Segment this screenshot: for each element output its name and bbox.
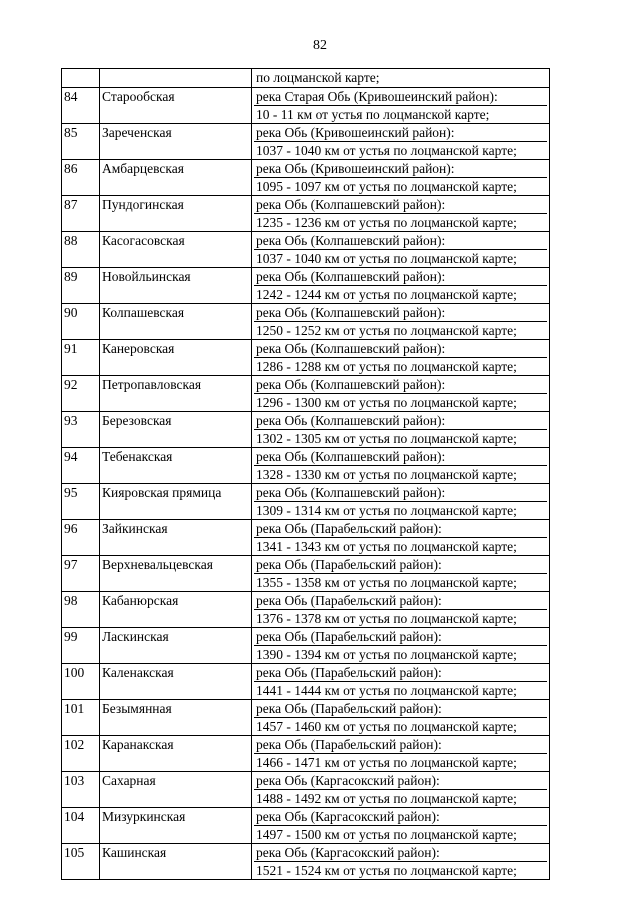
table-row: [62, 448, 550, 484]
site-name: Березовская: [100, 412, 252, 448]
site-name: Кабанюрская: [100, 592, 252, 628]
table-row: [62, 592, 550, 628]
row-number: 99: [62, 628, 100, 664]
site-name: Новойльинская: [100, 268, 252, 304]
river-district: река Обь (Колпашевский район):: [256, 197, 446, 212]
km-range: 1457 - 1460 км от устья по лоцманской карте;: [254, 717, 547, 735]
river-district: река Обь (Каргасокский район):: [256, 809, 440, 824]
river-district: река Обь (Парабельский район):: [256, 629, 442, 644]
sites-table: [61, 68, 550, 880]
km-range: 1497 - 1500 км от устья по лоцманской карте;: [254, 825, 547, 843]
site-location: [252, 808, 550, 844]
table-row: [62, 304, 550, 340]
continuation-row: [62, 69, 550, 88]
river-district: река Обь (Колпашевский район):: [256, 449, 446, 464]
site-name: Каленакская: [100, 664, 252, 700]
river-district: река Обь (Парабельский район):: [256, 665, 442, 680]
site-location: [252, 592, 550, 628]
site-location: [252, 556, 550, 592]
table-row: [62, 844, 550, 880]
km-range: 1242 - 1244 км от устья по лоцманской карте;: [254, 285, 547, 303]
river-district: река Обь (Каргасокский район):: [256, 845, 440, 860]
site-name: Безымянная: [100, 700, 252, 736]
row-number: 98: [62, 592, 100, 628]
site-name: Касогасовская: [100, 232, 252, 268]
site-name: Канеровская: [100, 340, 252, 376]
km-range: 1309 - 1314 км от устья по лоцманской карте;: [254, 501, 547, 519]
table-row: [62, 268, 550, 304]
table-row: [62, 664, 550, 700]
row-number: 101: [62, 700, 100, 736]
river-district: река Обь (Колпашевский район):: [256, 233, 446, 248]
km-range: 1095 - 1097 км от устья по лоцманской карте;: [254, 177, 547, 195]
continuation-name-cell: [100, 69, 252, 88]
site-name: Кияровская прямица: [100, 484, 252, 520]
km-range: 1355 - 1358 км от устья по лоцманской карте;: [254, 573, 547, 591]
row-number: 103: [62, 772, 100, 808]
site-name: Сахарная: [100, 772, 252, 808]
site-location: [252, 628, 550, 664]
table-row: [62, 520, 550, 556]
river-district: река Обь (Парабельский район):: [256, 593, 442, 608]
river-district: река Обь (Кривошеинский район):: [256, 125, 455, 140]
site-location: [252, 448, 550, 484]
km-range: 1037 - 1040 км от устья по лоцманской карте;: [254, 141, 547, 159]
site-name: Колпашевская: [100, 304, 252, 340]
row-number: 85: [62, 124, 100, 160]
km-range: 1302 - 1305 км от устья по лоцманской карте;: [254, 429, 547, 447]
river-district: река Обь (Парабельский район):: [256, 557, 442, 572]
table-row: [62, 124, 550, 160]
river-district: река Обь (Колпашевский район):: [256, 377, 446, 392]
row-number: 100: [62, 664, 100, 700]
km-range: 1037 - 1040 км от устья по лоцманской карте;: [254, 249, 547, 267]
km-range: 1466 - 1471 км от устья по лоцманской карте;: [254, 753, 547, 771]
km-range: 1328 - 1330 км от устья по лоцманской карте;: [254, 465, 547, 483]
row-number: 102: [62, 736, 100, 772]
site-name: Каранакская: [100, 736, 252, 772]
row-number: 94: [62, 448, 100, 484]
river-district: река Обь (Колпашевский район):: [256, 269, 446, 284]
page-number: 82: [313, 38, 327, 53]
km-range: 10 - 11 км от устья по лоцманской карте;: [254, 105, 547, 123]
km-range: 1341 - 1343 км от устья по лоцманской карте;: [254, 537, 547, 555]
row-number: 86: [62, 160, 100, 196]
table-row: [62, 88, 550, 124]
site-name: Амбарцевская: [100, 160, 252, 196]
km-range: 1521 - 1524 км от устья по лоцманской карте;: [254, 861, 547, 879]
km-range: 1250 - 1252 км от устья по лоцманской карте;: [254, 321, 547, 339]
row-number: 92: [62, 376, 100, 412]
site-location: [252, 304, 550, 340]
site-name: Тебенакская: [100, 448, 252, 484]
site-location: [252, 664, 550, 700]
row-number: 87: [62, 196, 100, 232]
table-row: [62, 556, 550, 592]
row-number: 105: [62, 844, 100, 880]
site-name: Ласкинская: [100, 628, 252, 664]
river-district: река Старая Обь (Кривошеинский район):: [256, 89, 498, 104]
river-district: река Обь (Каргасокский район):: [256, 773, 440, 788]
site-location: [252, 160, 550, 196]
site-location: [252, 484, 550, 520]
km-range: 1376 - 1378 км от устья по лоцманской карте;: [254, 609, 547, 627]
river-district: река Обь (Колпашевский район):: [256, 341, 446, 356]
row-number: 93: [62, 412, 100, 448]
table-row: [62, 196, 550, 232]
site-location: [252, 376, 550, 412]
site-location: [252, 700, 550, 736]
site-location: [252, 844, 550, 880]
table-row: [62, 808, 550, 844]
site-location: [252, 268, 550, 304]
table-body: [62, 69, 550, 880]
table-row: [62, 628, 550, 664]
site-name: Верхневальцевская: [100, 556, 252, 592]
table-row: [62, 376, 550, 412]
table-row: [62, 160, 550, 196]
site-location: [252, 124, 550, 160]
continuation-desc-cell: [252, 69, 550, 88]
continuation-text: по лоцманской карте;: [256, 70, 380, 85]
river-district: река Обь (Парабельский район):: [256, 521, 442, 536]
row-number: 96: [62, 520, 100, 556]
river-district: река Обь (Колпашевский район):: [256, 305, 446, 320]
site-location: [252, 772, 550, 808]
table-row: [62, 412, 550, 448]
site-name: Пундогинская: [100, 196, 252, 232]
row-number: 89: [62, 268, 100, 304]
km-range: 1390 - 1394 км от устья по лоцманской карте;: [254, 645, 547, 663]
site-name: Зайкинская: [100, 520, 252, 556]
continuation-num-cell: [62, 69, 100, 88]
km-range: 1296 - 1300 км от устья по лоцманской карте;: [254, 393, 547, 411]
river-district: река Обь (Колпашевский район):: [256, 485, 446, 500]
table-row: [62, 484, 550, 520]
river-district: река Обь (Кривошеинский район):: [256, 161, 455, 176]
site-name: Кашинская: [100, 844, 252, 880]
table-row: [62, 736, 550, 772]
row-number: 97: [62, 556, 100, 592]
row-number: 88: [62, 232, 100, 268]
river-district: река Обь (Колпашевский район):: [256, 413, 446, 428]
row-number: 84: [62, 88, 100, 124]
km-range: 1488 - 1492 км от устья по лоцманской карте;: [254, 789, 547, 807]
site-location: [252, 196, 550, 232]
table-row: [62, 340, 550, 376]
table-row: [62, 700, 550, 736]
site-location: [252, 88, 550, 124]
row-number: 104: [62, 808, 100, 844]
table-row: [62, 232, 550, 268]
site-name: Зареченская: [100, 124, 252, 160]
table-row: [62, 772, 550, 808]
km-range: 1235 - 1236 км от устья по лоцманской карте;: [254, 213, 547, 231]
row-number: 91: [62, 340, 100, 376]
site-name: Старообская: [100, 88, 252, 124]
site-name: Петропавловская: [100, 376, 252, 412]
river-district: река Обь (Парабельский район):: [256, 701, 442, 716]
row-number: 95: [62, 484, 100, 520]
site-name: Мизуркинская: [100, 808, 252, 844]
km-range: 1286 - 1288 км от устья по лоцманской карте;: [254, 357, 547, 375]
km-range: 1441 - 1444 км от устья по лоцманской карте;: [254, 681, 547, 699]
site-location: [252, 340, 550, 376]
river-district: река Обь (Парабельский район):: [256, 737, 442, 752]
site-location: [252, 232, 550, 268]
site-location: [252, 412, 550, 448]
site-location: [252, 736, 550, 772]
site-location: [252, 520, 550, 556]
row-number: 90: [62, 304, 100, 340]
